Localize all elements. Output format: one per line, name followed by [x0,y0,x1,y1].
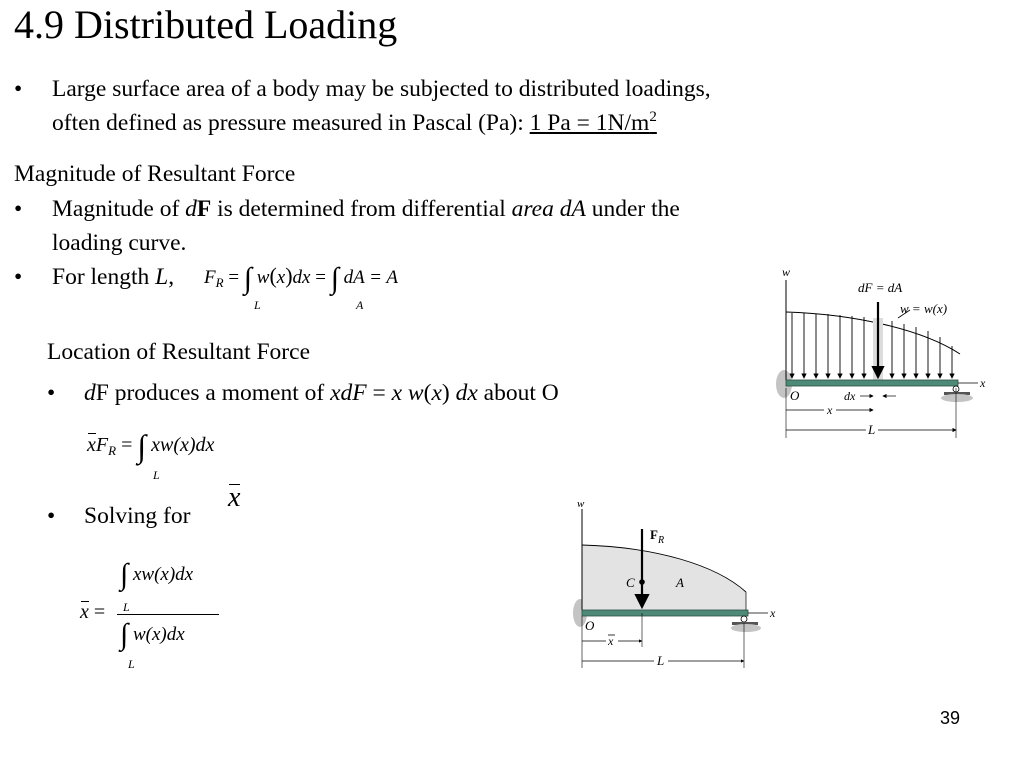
resultant-force-figure [566,495,786,670]
integral-sign: ∫ [120,558,129,591]
w-axis-label: w [577,498,585,510]
centroid-point [639,579,645,585]
integral-limit: L [254,298,261,312]
xbar-dim-label: x [608,634,614,648]
df-label: dF = dA [858,280,903,295]
magnitude-bullet-1 [52,194,680,224]
integral-limit: A [356,298,364,312]
text-italic: L [155,264,169,290]
location-bullet-2: Solving for [84,503,191,529]
load-arrows [792,313,952,378]
eq-paren: ) [285,263,293,288]
text: about O [477,380,559,406]
origin-label: O [790,388,800,403]
resultant-label-R: R [657,535,665,546]
fraction-numerator [120,560,193,590]
resultant-label [650,527,664,546]
text-italic: d [185,196,197,222]
text: F produces a moment of [95,380,331,406]
fraction-lhs [80,600,105,624]
eq-operator: = [223,267,244,288]
eq-symbol-xbar: x [80,601,89,623]
text-italic: x [431,380,442,406]
eq-subscript: R [215,275,224,290]
eq-operator: = A [364,267,399,288]
beam [582,610,748,616]
eq-symbol: x [276,267,286,288]
length-label: L [657,653,665,668]
magnitude-bullet-2 [52,262,174,292]
integral-sign: ∫ [243,262,252,295]
bullet-marker: • [14,76,23,102]
eq-numerator: xw(x)dx [132,564,194,585]
origin-label: O [585,618,595,633]
integral-limit: L [153,468,160,482]
eq-symbol: F [204,267,216,288]
eq-symbol: w [256,267,270,288]
ground-shadow [731,624,761,632]
text-bold: F [196,196,212,222]
w-function-label: w = w(x) [900,301,948,316]
text-italic: xdF [330,380,367,406]
pascal-definition-text: 1 Pa = 1N/m [529,110,650,136]
pascal-definition [530,110,657,136]
text-italic: d [84,380,96,406]
area-label: A [676,575,684,590]
location-heading: Location of Resultant Force [47,339,310,365]
x-dim-label: x [827,403,833,417]
eq-operator: = [116,434,138,456]
eq-operator: = [310,267,331,288]
integral-limit: L [128,657,135,671]
fraction-bar [117,614,219,615]
text-italic: area dA [511,196,586,222]
text: is determined from differential [211,196,512,222]
bullet-marker: • [47,503,56,529]
pascal-exponent: 2 [649,109,657,125]
magnitude-bullet-1-line-2: loading curve. [52,230,187,256]
eq-rhs: xw(x)dx [151,434,215,456]
centroid-label: C [626,575,635,590]
text: , [168,264,175,290]
distributed-load-figure [770,262,995,440]
eq-symbol: F [95,434,109,456]
text: ( [423,380,432,406]
x-axis-label: x [980,376,986,390]
magnitude-heading: Magnitude of Resultant Force [14,161,296,187]
length-label: L [868,422,876,437]
integral-sign: ∫ [137,428,147,464]
resultant-label-F: F [650,527,658,542]
support-pin [741,616,747,622]
bullet-marker: • [14,196,23,222]
intro-text: often defined as pressure measured in Pascal (Pa): [52,110,530,136]
eq-symbol-xbar: x [87,434,96,456]
eq-symbol: dA [343,267,365,288]
location-bullet-1 [84,378,559,408]
ground-shadow [941,394,973,402]
text-italic: dx [455,380,478,406]
text: Magnitude of [52,196,186,222]
text: For length [52,264,156,290]
bullet-marker: • [14,264,23,290]
resultant-force-equation [204,264,398,294]
beam [786,380,958,386]
text: under the [585,196,680,222]
moment-equation [87,430,214,462]
eq-subscript: R [108,443,117,458]
intro-line-2 [52,108,657,138]
integral-limit: L [123,600,130,614]
integral-sign: ∫ [330,262,339,295]
bullet-marker: • [47,380,56,406]
page-number: 39 [940,708,961,728]
page-title: 4.9 Distributed Loading [14,2,398,47]
eq-symbol-xbar: x [228,482,241,513]
eq-operator: = [88,601,106,623]
xbar-symbol [228,483,240,513]
text-italic: x w [391,380,424,406]
eq-symbol: dx [292,267,311,288]
eq-denominator: w(x)dx [132,624,185,645]
w-axis-label: w [782,265,791,279]
integral-sign: ∫ [120,618,129,651]
fraction-denominator [120,620,185,650]
x-axis-label: x [770,606,776,620]
text: = [366,380,392,406]
dx-label: dx [844,389,856,403]
eq-paren: ( [269,263,277,288]
text: ) [441,380,456,406]
intro-line-1: Large surface area of a body may be subjected to distributed loadings, [52,76,711,102]
